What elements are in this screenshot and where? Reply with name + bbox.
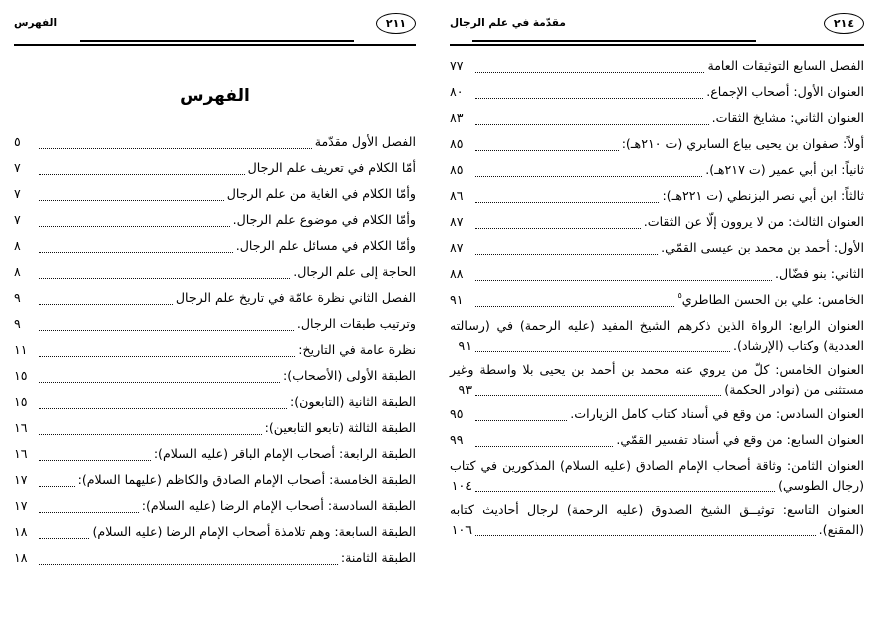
toc-entry[interactable] (14, 366, 416, 386)
toc-entry-page-number: ٩ (14, 316, 21, 332)
toc-entry-label: وأمّا الكلام في الغاية من علم الرجال (226, 186, 416, 202)
toc-entry-page-number: ٨٥ (450, 136, 464, 152)
toc-entry-tail (450, 520, 864, 540)
toc-entry-label-tail: (رجال الطوسي) (778, 477, 864, 493)
right-header-row (14, 8, 416, 38)
dot-leader (475, 534, 816, 536)
toc-entry-page-number: ١٧ (14, 498, 28, 514)
toc-entry-label: وأمّا الكلام في مسائل علم الرجال. (235, 238, 416, 254)
toc-entry-label: العنوان السابع: من وقع في أسناد تفسير القمّي. (616, 432, 864, 448)
toc-entry-page-number: ٨٣ (450, 110, 464, 126)
toc-entry-page-number: ١٨ (14, 550, 28, 566)
toc-entry[interactable] (14, 262, 416, 282)
toc-entry-page-number: ٨ (14, 264, 21, 280)
toc-entry-label: الطبقة الثامنة: (340, 550, 416, 566)
dot-leader (39, 433, 262, 435)
toc-entry[interactable] (450, 82, 864, 102)
left-header-title: مقدّمة في علم الرجال (450, 16, 566, 29)
toc-entry[interactable] (450, 212, 864, 232)
toc-entry-label: الطبقة الأولى (الأصحاب): (283, 368, 416, 384)
dot-leader (39, 563, 338, 565)
toc-entry-label: العنوان الرابع: الرواة الذين ذكرهم الشيخ المفيد (عليه الرحمة) في (رسالته (450, 318, 864, 334)
toc-entry-page-number: ٩٥ (450, 406, 464, 422)
dot-leader (39, 407, 287, 409)
dot-leader (475, 445, 613, 447)
dot-leader (39, 173, 245, 175)
toc-entry-page-number: ٩ (14, 290, 21, 306)
toc-entry-page-number: ١١ (14, 342, 28, 358)
toc-entry[interactable] (14, 522, 416, 542)
toc-entry-tail (450, 380, 864, 400)
toc-entry[interactable] (450, 404, 864, 424)
toc-entry-page-number: ٨٧ (450, 240, 464, 256)
toc-entry-tail (450, 476, 864, 496)
toc-entry-label: الطبقة الثالثة (تابعو التابعين): (264, 420, 416, 436)
dot-leader (39, 537, 89, 539)
toc-entry[interactable] (14, 314, 416, 334)
right-page (0, 0, 438, 640)
dot-leader (475, 490, 775, 492)
dot-leader (475, 71, 704, 73)
dot-leader (39, 277, 290, 279)
toc-entry[interactable] (14, 418, 416, 438)
dot-leader (475, 201, 659, 203)
left-page-number: ٢١٤ (824, 13, 864, 34)
toc-entry-label: الطبقة الثانية (التابعون): (289, 394, 416, 410)
dot-leader (475, 419, 567, 421)
toc-entry-label: الطبقة الرابعة: أصحاب الإمام الباقر (عليه السلام): (153, 446, 416, 462)
toc-entry-page-number: ١٧ (14, 472, 28, 488)
left-header-row (450, 8, 864, 38)
dot-leader (39, 199, 224, 201)
toc-entry[interactable] (450, 316, 864, 355)
toc-entry-label: العنوان الأول: أصحاب الإجماع. (706, 84, 864, 100)
toc-entry[interactable] (14, 470, 416, 490)
toc-entry-page-number: ٨٧ (450, 214, 464, 230)
dot-leader (39, 381, 280, 383)
left-page-entries (450, 56, 864, 539)
toc-entry-page-number: ٧ (14, 212, 21, 228)
right-header-rules (14, 39, 416, 47)
toc-entry-page-number: ٩٣ (458, 381, 472, 397)
toc-entry-page-number: ١٨ (14, 524, 28, 540)
dot-leader (475, 123, 709, 125)
right-page-header (14, 8, 416, 50)
toc-entry[interactable] (14, 392, 416, 412)
toc-entry-label: ثانياً: ابن أبي عمير (ت ٢١٧هـ). (705, 162, 864, 178)
toc-entry-label: الفصل السابع التوثيقات العامة (707, 58, 864, 73)
toc-entry[interactable] (14, 496, 416, 516)
toc-entry-label: أولاً: صفوان بن يحيى بياع السابري (ت ٢١٠هـ): (621, 136, 864, 152)
toc-entry-page-number: ٨٦ (450, 188, 464, 204)
dot-leader (39, 329, 294, 331)
toc-entry-label: الفصل الثاني نظرة عامّة في تاريخ علم الرجال (175, 290, 416, 306)
toc-entry-page-number: ٧ (14, 186, 21, 202)
toc-entry-page-number: ١٥ (14, 368, 28, 384)
toc-entry-label: أمّا الكلام في تعريف علم الرجال (247, 160, 416, 176)
toc-entry-page-number: ١٦ (14, 420, 28, 436)
footnote-marker: ٥ (677, 291, 682, 301)
toc-entry-label: الخامس: علي بن الحسن الطاطري$^٥$ (677, 291, 864, 308)
toc-entry-label: العنوان الثاني: مشايخ الثقات. (711, 110, 864, 126)
toc-entry-page-number: ٧ (14, 160, 21, 176)
toc-entry-label: الطبقة الخامسة: أصحاب الإمام الصادق والكاظم (عليهما السلام): (77, 472, 416, 488)
toc-entry-page-number: ٨ (14, 238, 21, 254)
dot-leader (475, 253, 658, 255)
toc-entry[interactable] (450, 500, 864, 539)
toc-entry-label: الطبقة السادسة: أصحاب الإمام الرضا (عليه السلام): (141, 498, 416, 514)
header-rule-thin (450, 44, 864, 46)
toc-entry[interactable] (14, 444, 416, 464)
dot-leader (39, 355, 295, 357)
toc-entry-label: العنوان التاسع: توثيــق الشيخ الصدوق (عليه الرحمة) لرجال أحاديث كتابه (450, 502, 864, 518)
toc-entry-page-number: ٩٩ (450, 432, 464, 448)
dot-leader (475, 350, 730, 352)
toc-entry-label: وأمّا الكلام في موضوع علم الرجال. (232, 212, 416, 228)
dot-leader (39, 303, 173, 305)
toc-entry-label: الفصل الأول مقدّمة (314, 134, 416, 149)
dot-leader (475, 97, 703, 99)
toc-entry-page-number: ٨٠ (450, 84, 464, 100)
right-page-entries (14, 132, 416, 568)
toc-entry-label-tail: العددية) وكتاب (الإرشاد). (733, 337, 864, 353)
toc-entry-tail (450, 336, 864, 356)
toc-entry[interactable] (14, 184, 416, 204)
toc-entry[interactable] (450, 430, 864, 450)
dot-leader (475, 394, 721, 396)
header-rule-thick (80, 40, 354, 42)
dot-leader (39, 511, 139, 513)
dot-leader (475, 149, 619, 151)
dot-leader (39, 251, 233, 253)
toc-entry-label: نظرة عامة في التاريخ: (298, 342, 416, 358)
dot-leader (475, 175, 702, 177)
toc-entry[interactable] (450, 134, 864, 154)
toc-entry[interactable] (14, 340, 416, 360)
dot-leader (39, 485, 75, 487)
toc-entry-page-number: ٨٨ (450, 266, 464, 282)
toc-entry[interactable] (450, 238, 864, 258)
toc-entry-page-number: ٩١ (450, 292, 464, 308)
toc-entry-label: العنوان السادس: من وقع في أسناد كتاب كامل الزيارات. (570, 406, 864, 422)
toc-entry-page-number: ١٥ (14, 394, 28, 410)
toc-entry-label: العنوان الثامن: وثاقة أصحاب الإمام الصادق (عليه السلام) المذكورين في كتاب (450, 458, 864, 474)
left-page (438, 0, 878, 640)
toc-entry-label-tail: (المقنع). (818, 521, 864, 537)
right-page-number: ٢١١ (376, 13, 416, 34)
dot-leader (39, 147, 312, 149)
toc-entry[interactable] (14, 132, 416, 152)
dot-leader (475, 305, 674, 307)
toc-entry[interactable] (14, 548, 416, 568)
toc-entry-label: ثالثاً: ابن أبي نصر البزنطي (ت ٢٢١هـ): (662, 188, 864, 204)
dot-leader (39, 225, 230, 227)
toc-entry[interactable] (450, 108, 864, 128)
toc-entry[interactable] (14, 236, 416, 256)
toc-entry[interactable] (450, 160, 864, 180)
toc-entry-label: الثاني: بنو فضّال. (775, 266, 864, 282)
toc-entry-page-number: ٨٥ (450, 162, 464, 178)
toc-entry-label: الطبقة السابعة: وهم تلامذة أصحاب الإمام الرضا (عليه السلام) (92, 524, 416, 540)
toc-entry[interactable] (450, 186, 864, 206)
toc-entry-label: العنوان الخامس: كلّ من يروي عنه محمد بن أحمد بن يحيى بلا واسطة وغير (450, 362, 864, 378)
toc-entry-page-number: ١٠٤ (451, 477, 472, 493)
toc-entry-label-tail: مستثنى من (نوادر الحكمة) (724, 381, 864, 397)
toc-entry-label: وترتيب طبقات الرجال. (296, 316, 416, 332)
toc-entry[interactable] (450, 290, 864, 310)
right-header-title: الفهرس (14, 16, 58, 29)
toc-entry-label: الحاجة إلى علم الرجال. (293, 264, 416, 280)
dot-leader (475, 279, 772, 281)
index-heading: الفهرس (180, 86, 250, 106)
toc-entry-page-number: ٥ (14, 134, 21, 149)
toc-entry[interactable] (450, 360, 864, 399)
header-rule-thick (472, 40, 756, 42)
toc-entry-page-number: ٧٧ (450, 58, 464, 73)
toc-entry-label: الأول: أحمد بن محمد بن عيسى القمّي. (661, 240, 864, 256)
toc-entry-page-number: ٩١ (458, 337, 472, 353)
toc-entry[interactable] (450, 264, 864, 284)
toc-entry[interactable] (14, 210, 416, 230)
left-page-header (450, 8, 864, 50)
left-header-rules (450, 39, 864, 47)
toc-entry-label: العنوان الثالث: من لا يروون إلّا عن الثقات. (643, 214, 864, 230)
toc-entry[interactable] (14, 158, 416, 178)
dot-leader (475, 227, 641, 229)
toc-entry-page-number: ١٠٦ (451, 521, 472, 537)
toc-entry[interactable] (450, 56, 864, 76)
header-rule-thin (14, 44, 416, 46)
toc-entry[interactable] (450, 456, 864, 495)
toc-entry-page-number: ١٦ (14, 446, 28, 462)
toc-entry[interactable] (14, 288, 416, 308)
dot-leader (39, 459, 151, 461)
